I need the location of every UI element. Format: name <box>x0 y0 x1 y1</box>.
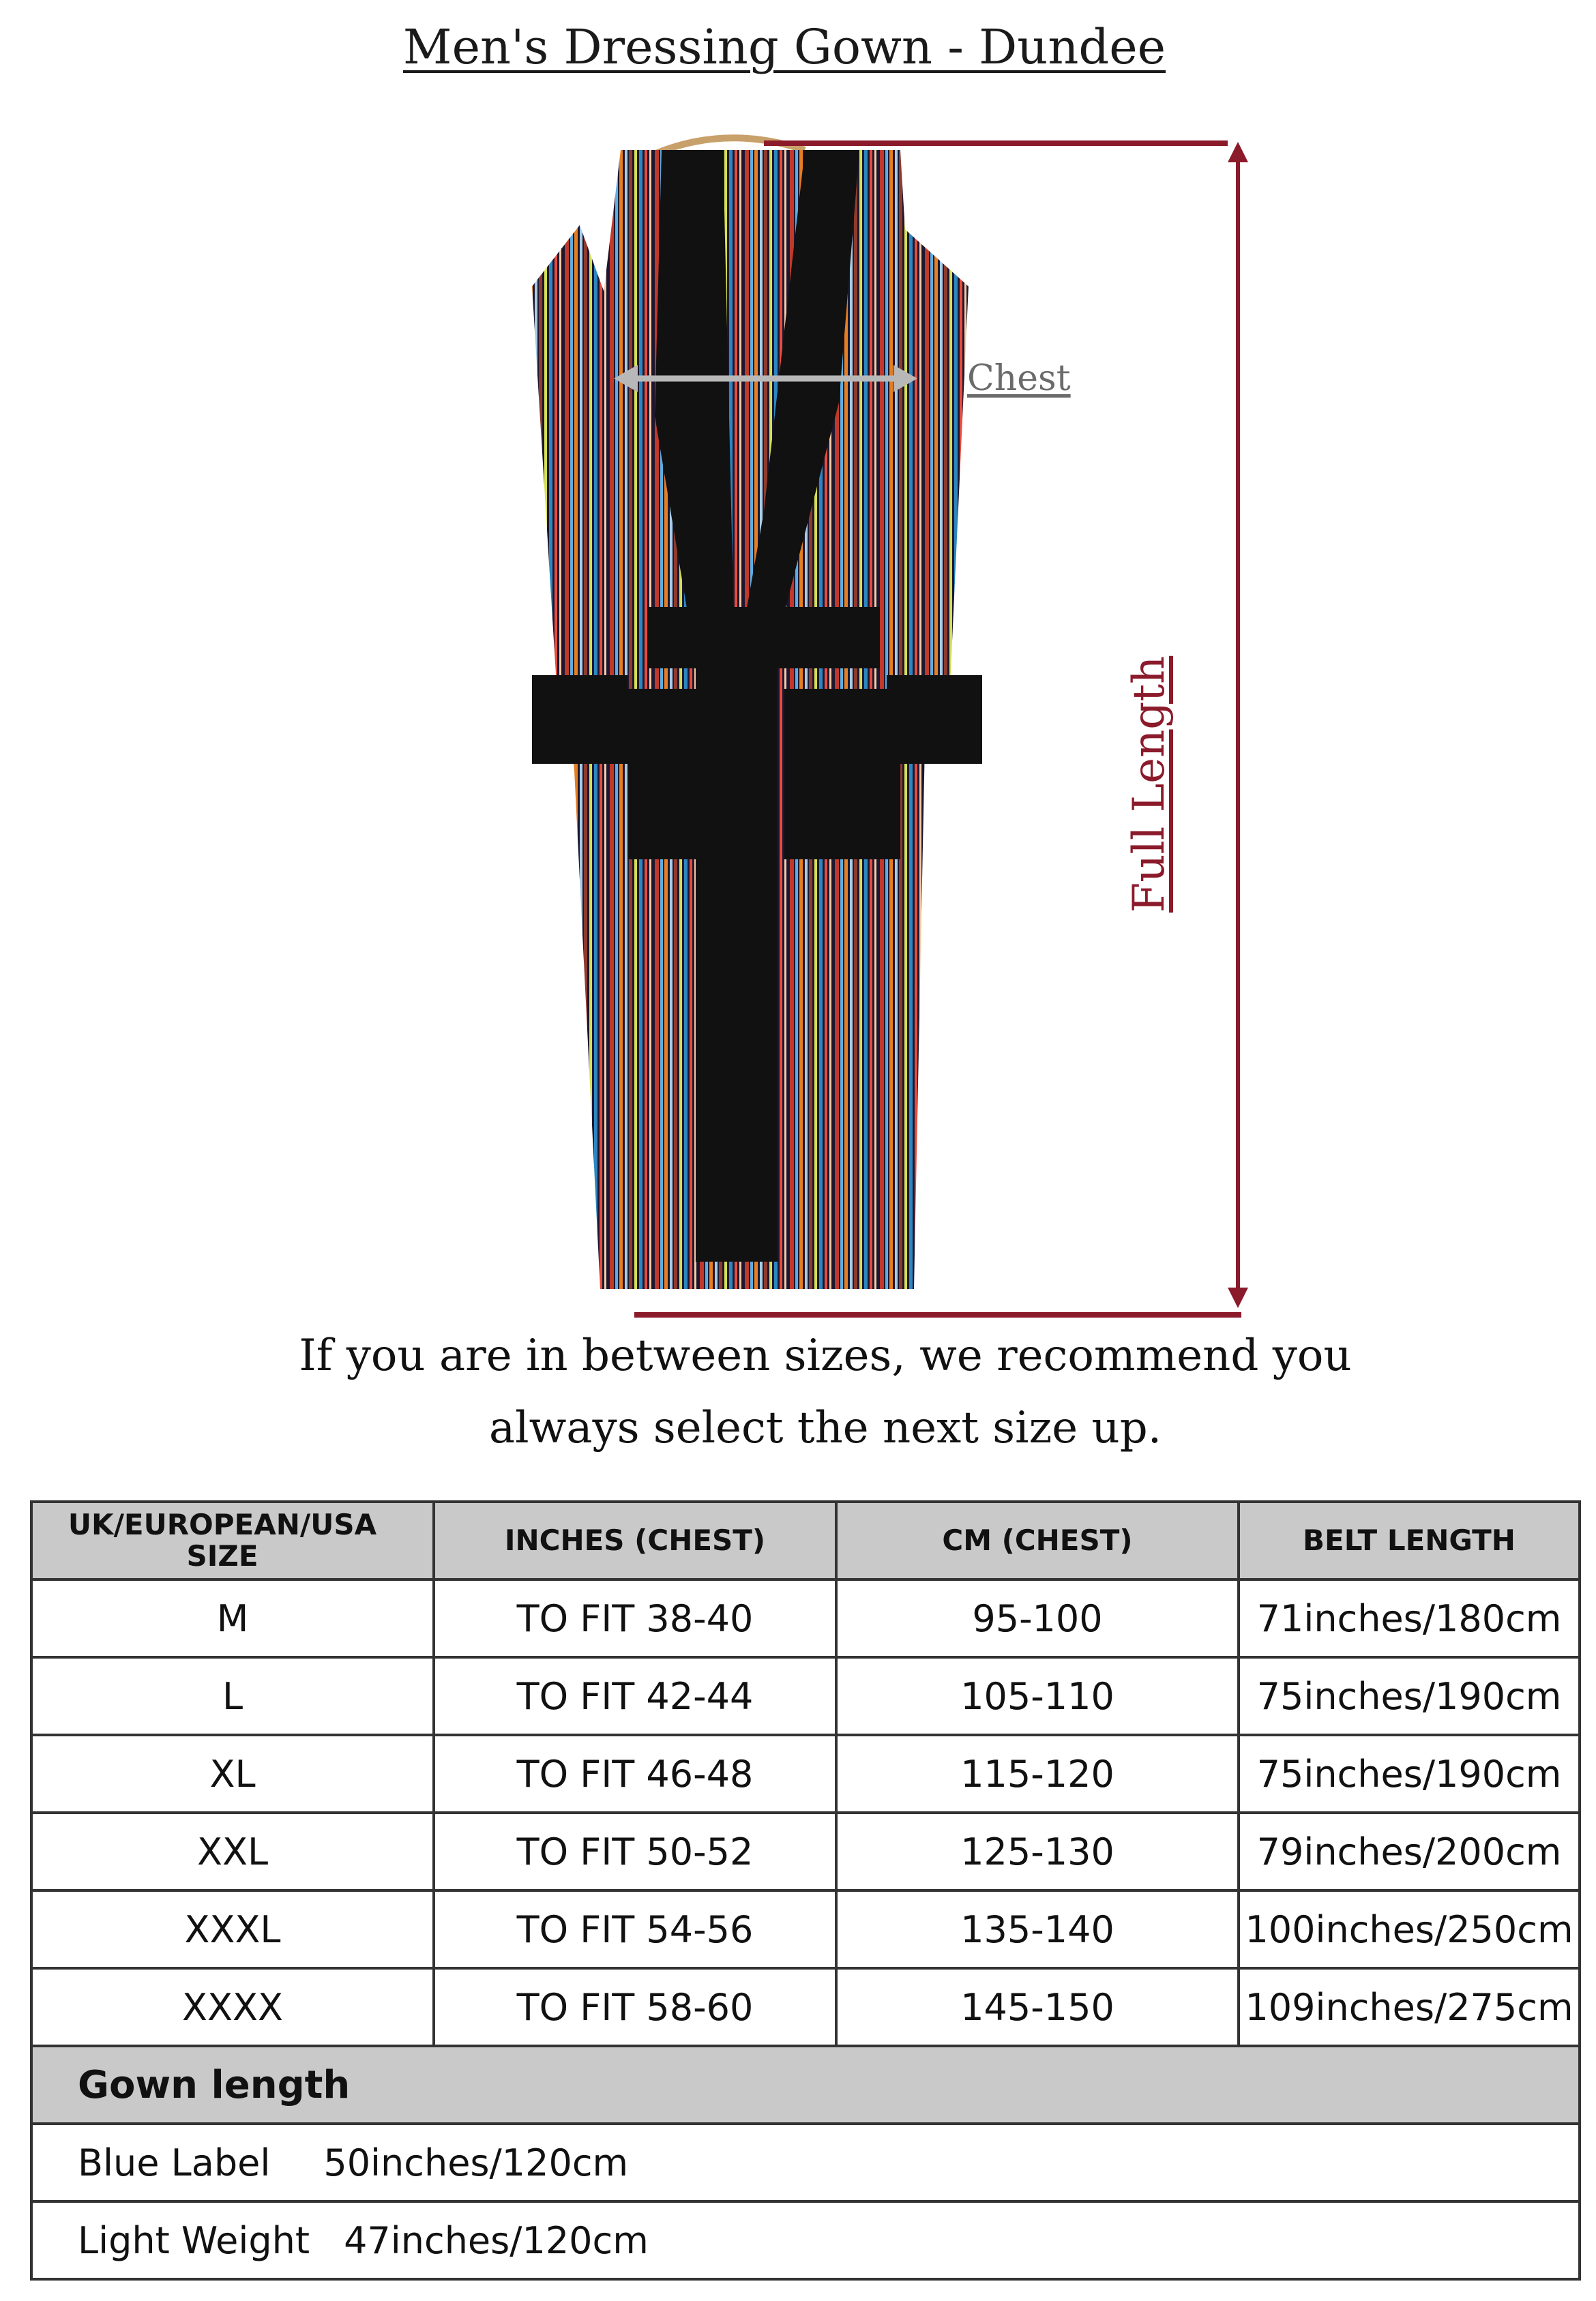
table-row <box>31 1579 1580 1657</box>
gown-length-heading: Gown length <box>31 2046 1580 2124</box>
cm-cell: 125-130 <box>836 1813 1239 1890</box>
size-cell: XL <box>31 1735 434 1813</box>
inches-cell: TO FIT 38-40 <box>434 1579 836 1657</box>
gown-length-row <box>31 2201 1580 2279</box>
cm-cell: 115-120 <box>836 1735 1239 1813</box>
table-row <box>31 1890 1580 1968</box>
gown-length-cell <box>31 2201 1580 2279</box>
page-title <box>0 19 1569 75</box>
right-cuff <box>887 675 982 764</box>
belt-cell: 79inches/200cm <box>1239 1813 1580 1890</box>
belt-cell: 75inches/190cm <box>1239 1657 1580 1735</box>
left-cuff <box>532 675 627 764</box>
belt-cell: 75inches/190cm <box>1239 1735 1580 1813</box>
header-cm-chest: CM (CHEST) <box>836 1502 1239 1579</box>
cm-cell: 145-150 <box>836 1968 1239 2046</box>
left-pocket <box>627 689 750 859</box>
chest-label: Chest <box>967 358 1071 399</box>
table-row <box>31 1735 1580 1813</box>
cm-cell: 135-140 <box>836 1890 1239 1968</box>
page-title-text: Men's Dressing Gown - Dundee <box>402 19 1166 75</box>
size-chart-table <box>30 1500 1581 2281</box>
table-row <box>31 1968 1580 2046</box>
right-pocket <box>784 689 900 859</box>
inches-cell: TO FIT 54-56 <box>434 1890 836 1968</box>
size-cell: XXL <box>31 1813 434 1890</box>
gown-length-heading-row <box>31 2046 1580 2124</box>
table-row <box>31 1813 1580 1890</box>
size-cell: XXXL <box>31 1890 434 1968</box>
inches-cell: TO FIT 58-60 <box>434 1968 836 2046</box>
inches-cell: TO FIT 42-44 <box>434 1657 836 1735</box>
table-header-row <box>31 1502 1580 1579</box>
gown-length-value: 50inches/120cm <box>323 2141 629 2184</box>
belt-cell: 71inches/180cm <box>1239 1579 1580 1657</box>
size-cell: L <box>31 1657 434 1735</box>
size-advice-line-2: always select the next size up. <box>488 1403 1162 1453</box>
gown-length-label: Blue Label <box>78 2141 271 2184</box>
header-inches-chest: INCHES (CHEST) <box>434 1502 836 1579</box>
size-cell: XXXX <box>31 1968 434 2046</box>
inches-cell: TO FIT 50-52 <box>434 1813 836 1890</box>
header-size: UK/EUROPEAN/USA SIZE <box>31 1502 434 1579</box>
table-row <box>31 1657 1580 1735</box>
gown-length-value: 47inches/120cm <box>344 2218 649 2262</box>
gown-length-row <box>31 2124 1580 2201</box>
gown-length-label: Light Weight <box>78 2218 310 2262</box>
cm-cell: 95-100 <box>836 1579 1239 1657</box>
cm-cell: 105-110 <box>836 1657 1239 1735</box>
full-length-label-text: Full Length <box>1124 655 1174 913</box>
size-advice-line-1: If you are in between sizes, we recommend you <box>299 1331 1352 1381</box>
size-cell: M <box>31 1579 434 1657</box>
belt-cell: 109inches/275cm <box>1239 1968 1580 2046</box>
header-belt-length: BELT LENGTH <box>1239 1502 1580 1579</box>
gown-length-cell <box>31 2124 1580 2201</box>
inches-cell: TO FIT 46-48 <box>434 1735 836 1813</box>
belt-cell: 100inches/250cm <box>1239 1890 1580 1968</box>
size-advice-note <box>0 1320 1596 1464</box>
